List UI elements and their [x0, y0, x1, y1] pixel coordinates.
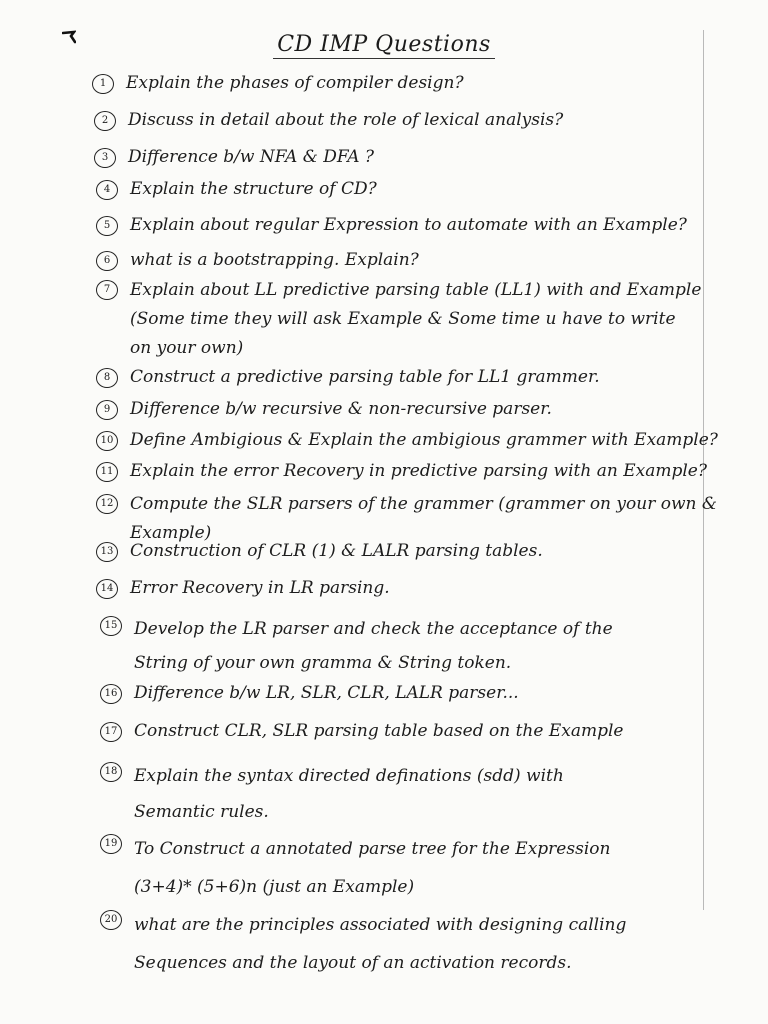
question-number: 4 — [96, 180, 118, 200]
question-text: Explain about regular Expression to automate with an Example? — [130, 215, 687, 235]
question-text: Construct a predictive parsing table for LL1 grammer. — [130, 367, 600, 387]
question-text: what is a bootstrapping. Explain? — [130, 250, 419, 270]
question-number: 1 — [92, 74, 114, 94]
question-text: Error Recovery in LR parsing. — [130, 578, 390, 598]
question-text: Explain the phases of compiler design? — [126, 73, 464, 93]
question-item — [94, 144, 374, 171]
question-item — [100, 718, 623, 745]
question-item — [96, 364, 600, 391]
question-item — [96, 176, 377, 203]
question-number: 5 — [96, 216, 118, 236]
question-item — [94, 107, 563, 134]
question-number: 19 — [100, 834, 122, 854]
question-number: 7 — [96, 280, 118, 300]
question-item — [100, 906, 626, 982]
question-number: 11 — [96, 462, 118, 482]
question-text: Construction of CLR (1) & LALR parsing tables. — [130, 541, 543, 561]
question-text: Construct CLR, SLR parsing table based on the Example — [134, 721, 624, 741]
question-text: Explain the error Recovery in predictive parsing with an Example? — [130, 461, 707, 481]
question-number: 10 — [96, 431, 118, 451]
question-item — [96, 396, 552, 423]
question-item — [96, 212, 687, 239]
question-item — [100, 612, 613, 680]
question-item — [96, 247, 419, 274]
question-text: Explain the structure of CD? — [130, 179, 377, 199]
question-text: what are the principles associated with designing calling Sequences and the layout of an activation records. — [134, 915, 627, 973]
question-item — [96, 458, 707, 485]
question-text: Difference b/w LR, SLR, CLR, LALR parser... — [134, 683, 519, 703]
question-number: 14 — [96, 579, 118, 599]
page-title-text: CD IMP Questions — [273, 32, 495, 59]
question-text: Define Ambigious & Explain the ambigious grammer with Example? — [130, 430, 718, 450]
question-item — [92, 70, 464, 97]
question-text: Develop the LR parser and check the acceptance of the String of your own gramma & String token. — [134, 619, 613, 673]
question-number: 9 — [96, 400, 118, 420]
question-text: Difference b/w recursive & non-recursive parser. — [130, 399, 552, 419]
question-item — [96, 575, 390, 602]
question-number: 3 — [94, 148, 116, 168]
question-number: 13 — [96, 542, 118, 562]
question-number: 15 — [100, 616, 122, 636]
question-text: Compute the SLR parsers of the grammer (grammer on your own & Example) — [130, 494, 717, 543]
question-number: 20 — [100, 910, 122, 930]
question-number: 16 — [100, 684, 122, 704]
question-text: Difference b/w NFA & DFA ? — [128, 147, 375, 167]
question-text: Explain about LL predictive parsing table (LL1) with and Example (Some time they will ask Example & Some time u have to write on your own) — [130, 280, 702, 358]
question-text: Discuss in detail about the role of lexical analysis? — [128, 110, 564, 130]
question-text: Explain the syntax directed definations (sdd) with Semantic rules. — [134, 766, 564, 822]
question-item — [96, 276, 701, 363]
question-number: 12 — [96, 494, 118, 514]
question-number: 8 — [96, 368, 118, 388]
question-item — [96, 427, 718, 454]
question-number: 18 — [100, 762, 122, 782]
question-item — [100, 758, 564, 830]
page-title — [0, 32, 768, 57]
question-item — [100, 680, 519, 707]
question-text: To Construct a annotated parse tree for the Expression (3+4)* (5+6)n (just an Example) — [134, 839, 611, 897]
question-number: 2 — [94, 111, 116, 131]
question-item — [100, 830, 610, 906]
question-number: 17 — [100, 722, 122, 742]
question-item — [96, 538, 543, 565]
question-number: 6 — [96, 251, 118, 271]
